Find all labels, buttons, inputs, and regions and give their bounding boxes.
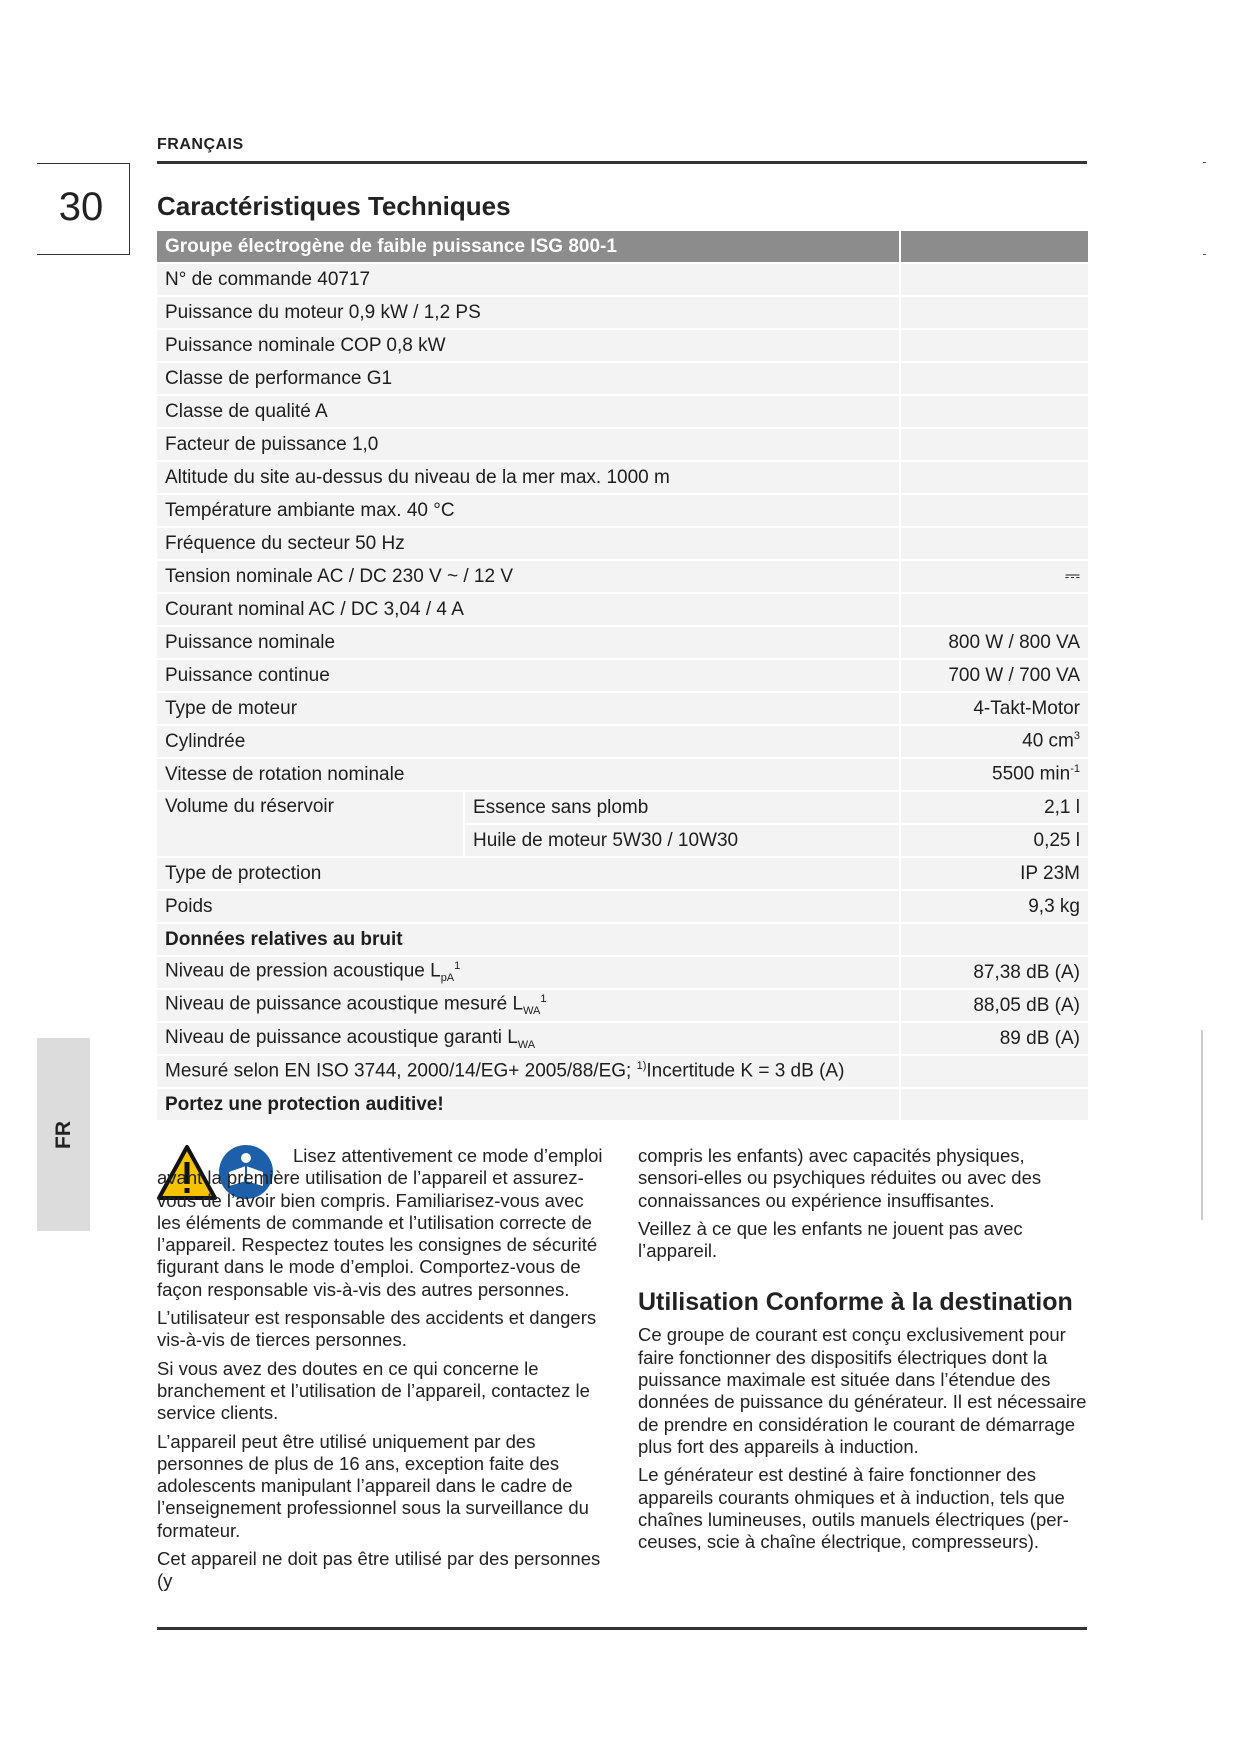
- left-paragraph: L’appareil peut être utilisé uniquement par des personnes de plus de 16 ans, exception faite des adolescents manipulant l’appareil dans le cadre de l’enseignement professionnel sous la surveillance du formateur.: [157, 1430, 589, 1541]
- row-value: 700 W / 700 VA: [901, 660, 1088, 693]
- tank-sublabel: Huile de moteur 5W30 / 10W30: [465, 825, 901, 858]
- table-row: [157, 891, 1088, 924]
- language-header: FRANÇAIS: [157, 136, 244, 153]
- subscript: WA: [517, 1038, 536, 1051]
- table-row: [157, 858, 1088, 891]
- row-label: Niveau de puissance acoustique garanti $L_{WA}$: [157, 1023, 901, 1056]
- row-value: [901, 462, 1088, 495]
- row-label: Courant nominal AC / DC 3,04 / 4 A: [157, 594, 901, 627]
- right-column: [638, 1145, 1088, 1559]
- table-row: [157, 429, 1088, 462]
- table-row: [157, 264, 1088, 297]
- table-row: [157, 693, 1088, 726]
- table-row: [157, 396, 1088, 429]
- table-row: [157, 1056, 1088, 1089]
- tank-sublabel: Essence sans plomb: [465, 792, 901, 825]
- table-row: [157, 660, 1088, 693]
- row-value: [901, 429, 1088, 462]
- table-title: Groupe électrogène de faible puissance ISG 800-1: [157, 231, 901, 264]
- row-value: [901, 528, 1088, 561]
- spec-table: [157, 231, 1088, 1122]
- row-value: 800 W / 800 VA: [901, 627, 1088, 660]
- subscript: WA: [523, 1005, 541, 1018]
- row-value: [901, 264, 1088, 297]
- row-value: 2,1 l: [901, 792, 1088, 825]
- hearing-protection-note: Portez une protection auditive!: [157, 1089, 901, 1122]
- right-paragraph: Veillez à ce que les enfants ne jouent pas avec l’appareil.: [638, 1217, 1023, 1262]
- table-row: [157, 726, 1088, 759]
- row-label: Puissance continue: [157, 660, 901, 693]
- edge-mark: [1203, 162, 1206, 163]
- header-rule: [157, 161, 1087, 164]
- usage-heading: Utilisation Conforme à la destination: [638, 1288, 1073, 1317]
- row-value: 0,25 l: [901, 825, 1088, 858]
- language-tab: [37, 1038, 90, 1231]
- row-value: 40 $cm^3$: [901, 726, 1088, 759]
- row-label: Type de protection: [157, 858, 901, 891]
- table-row: [157, 957, 1088, 990]
- row-value: [901, 297, 1088, 330]
- superscript: 1: [454, 960, 461, 973]
- table-row: [157, 792, 1088, 825]
- noise-heading: Données relatives au bruit: [157, 924, 901, 957]
- table-row: [157, 231, 1088, 264]
- table-row: [157, 990, 1088, 1023]
- table-row: [157, 462, 1088, 495]
- table-row: [157, 594, 1088, 627]
- right-paragraph: Ce groupe de courant est conçu exclusivement pour faire fonctionner des dispositifs électriques dont la puissance maximale est située dans l’étendue des données de puissance du générateur. Il est nécessaire de prendre en considération le courant de démarrage plus fort des appareils à induction.: [638, 1324, 1087, 1457]
- row-value: [901, 594, 1088, 627]
- subscript: pA: [440, 972, 455, 985]
- row-label: Cylindrée: [157, 726, 901, 759]
- row-value: [901, 231, 1088, 264]
- row-label: Puissance nominale: [157, 627, 901, 660]
- superscript: 1): [636, 1060, 647, 1073]
- row-value: ⎓: [901, 561, 1088, 594]
- row-label: Puissance du moteur 0,9 kW / 1,2 PS: [157, 297, 901, 330]
- edge-mark: [1203, 254, 1206, 255]
- table-row: [157, 1089, 1088, 1122]
- row-value: 87,38 dB (A): [901, 957, 1088, 990]
- row-label: Vitesse de rotation nominale: [157, 759, 901, 792]
- table-row: [157, 561, 1088, 594]
- row-value: 88,05 dB (A): [901, 990, 1088, 1023]
- left-paragraph: Si vous avez des doutes en ce qui concerne le branchement et l’utilisation de l’appareil, contactez le service clients.: [157, 1357, 590, 1424]
- row-label: Fréquence du secteur 50 Hz: [157, 528, 901, 561]
- row-value: 89 dB (A): [901, 1023, 1088, 1056]
- tank-label: Volume du réservoir: [157, 792, 465, 858]
- left-paragraph: Cet appareil ne doit pas être utilisé par des personnes (y: [157, 1548, 601, 1592]
- row-value: [901, 330, 1088, 363]
- table-row: [157, 924, 1088, 957]
- table-row: [157, 528, 1088, 561]
- section-title: Caractéristiques Techniques: [157, 191, 511, 221]
- row-value: IP 23M: [901, 858, 1088, 891]
- row-value: 4-Takt-Motor: [901, 693, 1088, 726]
- row-label: Tension nominale AC / DC 230 V ~ / 12 V: [157, 561, 901, 594]
- footer-rule: [157, 1627, 1087, 1630]
- table-row: [157, 495, 1088, 528]
- row-value: [901, 396, 1088, 429]
- row-label: Niveau de pression acoustique $L_{pA}^1$: [157, 957, 901, 990]
- measure-note: Mesuré selon EN ISO 3744, 2000/14/EG+ 2005/88/EG; $^{1)}$Incertitude K = 3 dB (A): [157, 1056, 901, 1089]
- row-label: Puissance nominale COP 0,8 kW: [157, 330, 901, 363]
- superscript: 1: [540, 993, 547, 1006]
- right-paragraph: Le générateur est destiné à faire fonctionner des appareils courants ohmiques et à induction, tels que chaînes lumineuses, outils manuels électriques (per-ceuses, scie à chaîne électrique, compresseurs).: [638, 1464, 1069, 1553]
- edge-mark: [1201, 1030, 1203, 1220]
- row-label: N° de commande 40717: [157, 264, 901, 297]
- language-tab-label: FR: [51, 1120, 75, 1149]
- right-paragraph: compris les enfants) avec capacités physiques, sensori-elles ou psychiques réduites ou avec des connaissances ou expérience insuffisantes.: [638, 1145, 1042, 1211]
- row-label: Altitude du site au-dessus du niveau de la mer max. 1000 m: [157, 462, 901, 495]
- table-row: [157, 627, 1088, 660]
- table-row: [157, 330, 1088, 363]
- table-row: [157, 1023, 1088, 1056]
- row-value: 5500 $\min^{-1}$: [901, 759, 1088, 792]
- row-label: Poids: [157, 891, 901, 924]
- left-paragraph: L’utilisateur est responsable des accidents et dangers vis-à-vis de tierces personnes.: [157, 1307, 597, 1351]
- page-number: 30: [58, 185, 104, 229]
- row-label: Température ambiante max. 40 °C: [157, 495, 901, 528]
- table-row: [157, 759, 1088, 792]
- row-value: [901, 495, 1088, 528]
- row-label: Niveau de puissance acoustique mesuré $L_{WA}^1$: [157, 990, 901, 1023]
- row-value: 9,3 kg: [901, 891, 1088, 924]
- left-column: [157, 1145, 607, 1599]
- row-label: Classe de qualité A: [157, 396, 901, 429]
- superscript: 3: [1073, 730, 1080, 743]
- row-label: Facteur de puissance 1,0: [157, 429, 901, 462]
- row-value: [901, 1089, 1088, 1122]
- row-value: [901, 1056, 1088, 1089]
- superscript: -1: [1070, 763, 1080, 776]
- row-value: [901, 924, 1088, 957]
- table-row: [157, 297, 1088, 330]
- row-label: Classe de performance G1: [157, 363, 901, 396]
- row-label: Type de moteur: [157, 693, 901, 726]
- left-paragraph: Lisez attentivement ce mode d’emploi avant la première utilisation de l’appareil et assurez-vous de l’avoir bien compris. Familiarisez-vous avec les éléments de commande et l’utilisation correcte de l’appareil. Respectez toutes les consignes de sécurité figurant dans le mode d’emploi. Comportez-vous de façon responsable vis-à-vis des autres personnes.: [157, 1145, 603, 1300]
- table-row: [157, 363, 1088, 396]
- row-value: [901, 363, 1088, 396]
